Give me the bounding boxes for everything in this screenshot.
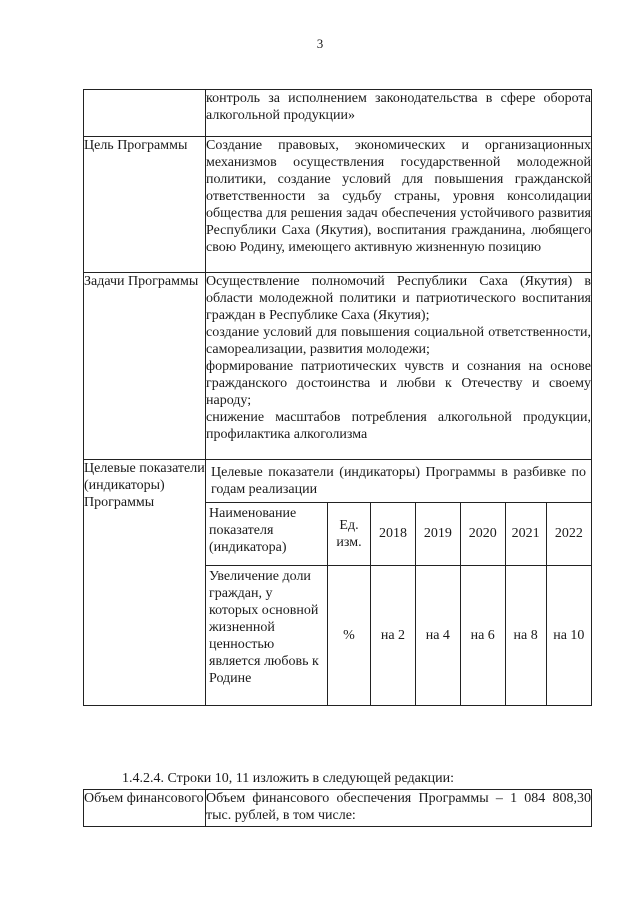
indicator-value: на 8 bbox=[505, 565, 546, 705]
task-item: снижение масштабов потребления алкогольной продукции, профилактика алкоголизма bbox=[206, 410, 591, 442]
indicators-label: Целевые показатели (индикаторы) Программы bbox=[84, 460, 206, 706]
indicator-value: на 6 bbox=[460, 565, 505, 705]
header-year: 2021 bbox=[505, 503, 546, 565]
indicator-value: на 4 bbox=[415, 565, 460, 705]
table-row bbox=[84, 273, 592, 460]
goal-paragraph: Создание правовых, экономических и организационных механизмов осуществления государственной молодежной политики, создание условий для повышения гражданской ответственности за судьбу страны, уровня консолидации общества для решения задач обеспечения устойчивого развития Республики Саха (Якутия), воспитания гражданина, любящего свою Родину, имеющего активную жизненную позицию bbox=[206, 138, 591, 255]
table-row bbox=[84, 90, 592, 137]
header-year: 2020 bbox=[460, 503, 505, 565]
indicator-unit: % bbox=[328, 565, 371, 705]
page-number: 3 bbox=[316, 36, 324, 51]
indicator-value: на 2 bbox=[371, 565, 416, 705]
table-row bbox=[84, 137, 592, 273]
header-year: 2022 bbox=[546, 503, 591, 565]
tasks-text bbox=[206, 273, 592, 460]
task-item: формирование патриотических чувств и сознания на основе гражданского достоинства и любви к Отечеству и своему народу; bbox=[206, 359, 591, 408]
indicators-title: Целевые показатели (индикаторы) Программы в разбивке по годам реализации bbox=[206, 460, 591, 503]
goal-label: Цель Программы bbox=[84, 137, 206, 273]
funding-label: Объем финансового bbox=[84, 790, 206, 827]
table-row bbox=[84, 790, 592, 827]
indicators-cell bbox=[206, 460, 592, 706]
indicator-name: Увеличение доли граждан, у которых основной жизненной ценностью является любовь к Родине bbox=[206, 565, 328, 705]
task-item: Осуществление полномочий Республики Саха (Якутия) в области молодежной политики и патриотического воспитания граждан в Республике Саха (Якутия); bbox=[206, 274, 591, 323]
header-indicator-name: Наименование показателя (индикатора) bbox=[206, 503, 328, 565]
task-item: создание условий для повышения социальной ответственности, самореализации, развития молодежи; bbox=[206, 325, 591, 357]
amendment-line: 1.4.2.4. Строки 10, 11 изложить в следующей редакции: bbox=[122, 771, 454, 786]
indicators-data-row bbox=[206, 565, 591, 705]
table-row bbox=[84, 460, 592, 706]
indicators-table bbox=[206, 503, 591, 705]
indicators-header-row bbox=[206, 503, 591, 565]
funding-paragraph: Объем финансового обеспечения Программы – 1 084 808,30 тыс. рублей, в том числе: bbox=[206, 791, 591, 823]
header-year: 2019 bbox=[415, 503, 460, 565]
program-passport-table bbox=[83, 89, 592, 706]
tasks-label: Задачи Программы bbox=[84, 273, 206, 460]
goal-text bbox=[206, 137, 592, 273]
indicator-value: на 10 bbox=[546, 565, 591, 705]
continuation-paragraph: контроль за исполнением законодательства в сфере оборота алкогольной продукции» bbox=[206, 91, 591, 123]
header-unit: Ед. изм. bbox=[328, 503, 371, 565]
funding-text bbox=[206, 790, 592, 827]
continuation-text bbox=[206, 90, 592, 137]
amendment-table bbox=[83, 789, 592, 827]
empty-label-cell bbox=[84, 90, 206, 137]
header-year: 2018 bbox=[371, 503, 416, 565]
